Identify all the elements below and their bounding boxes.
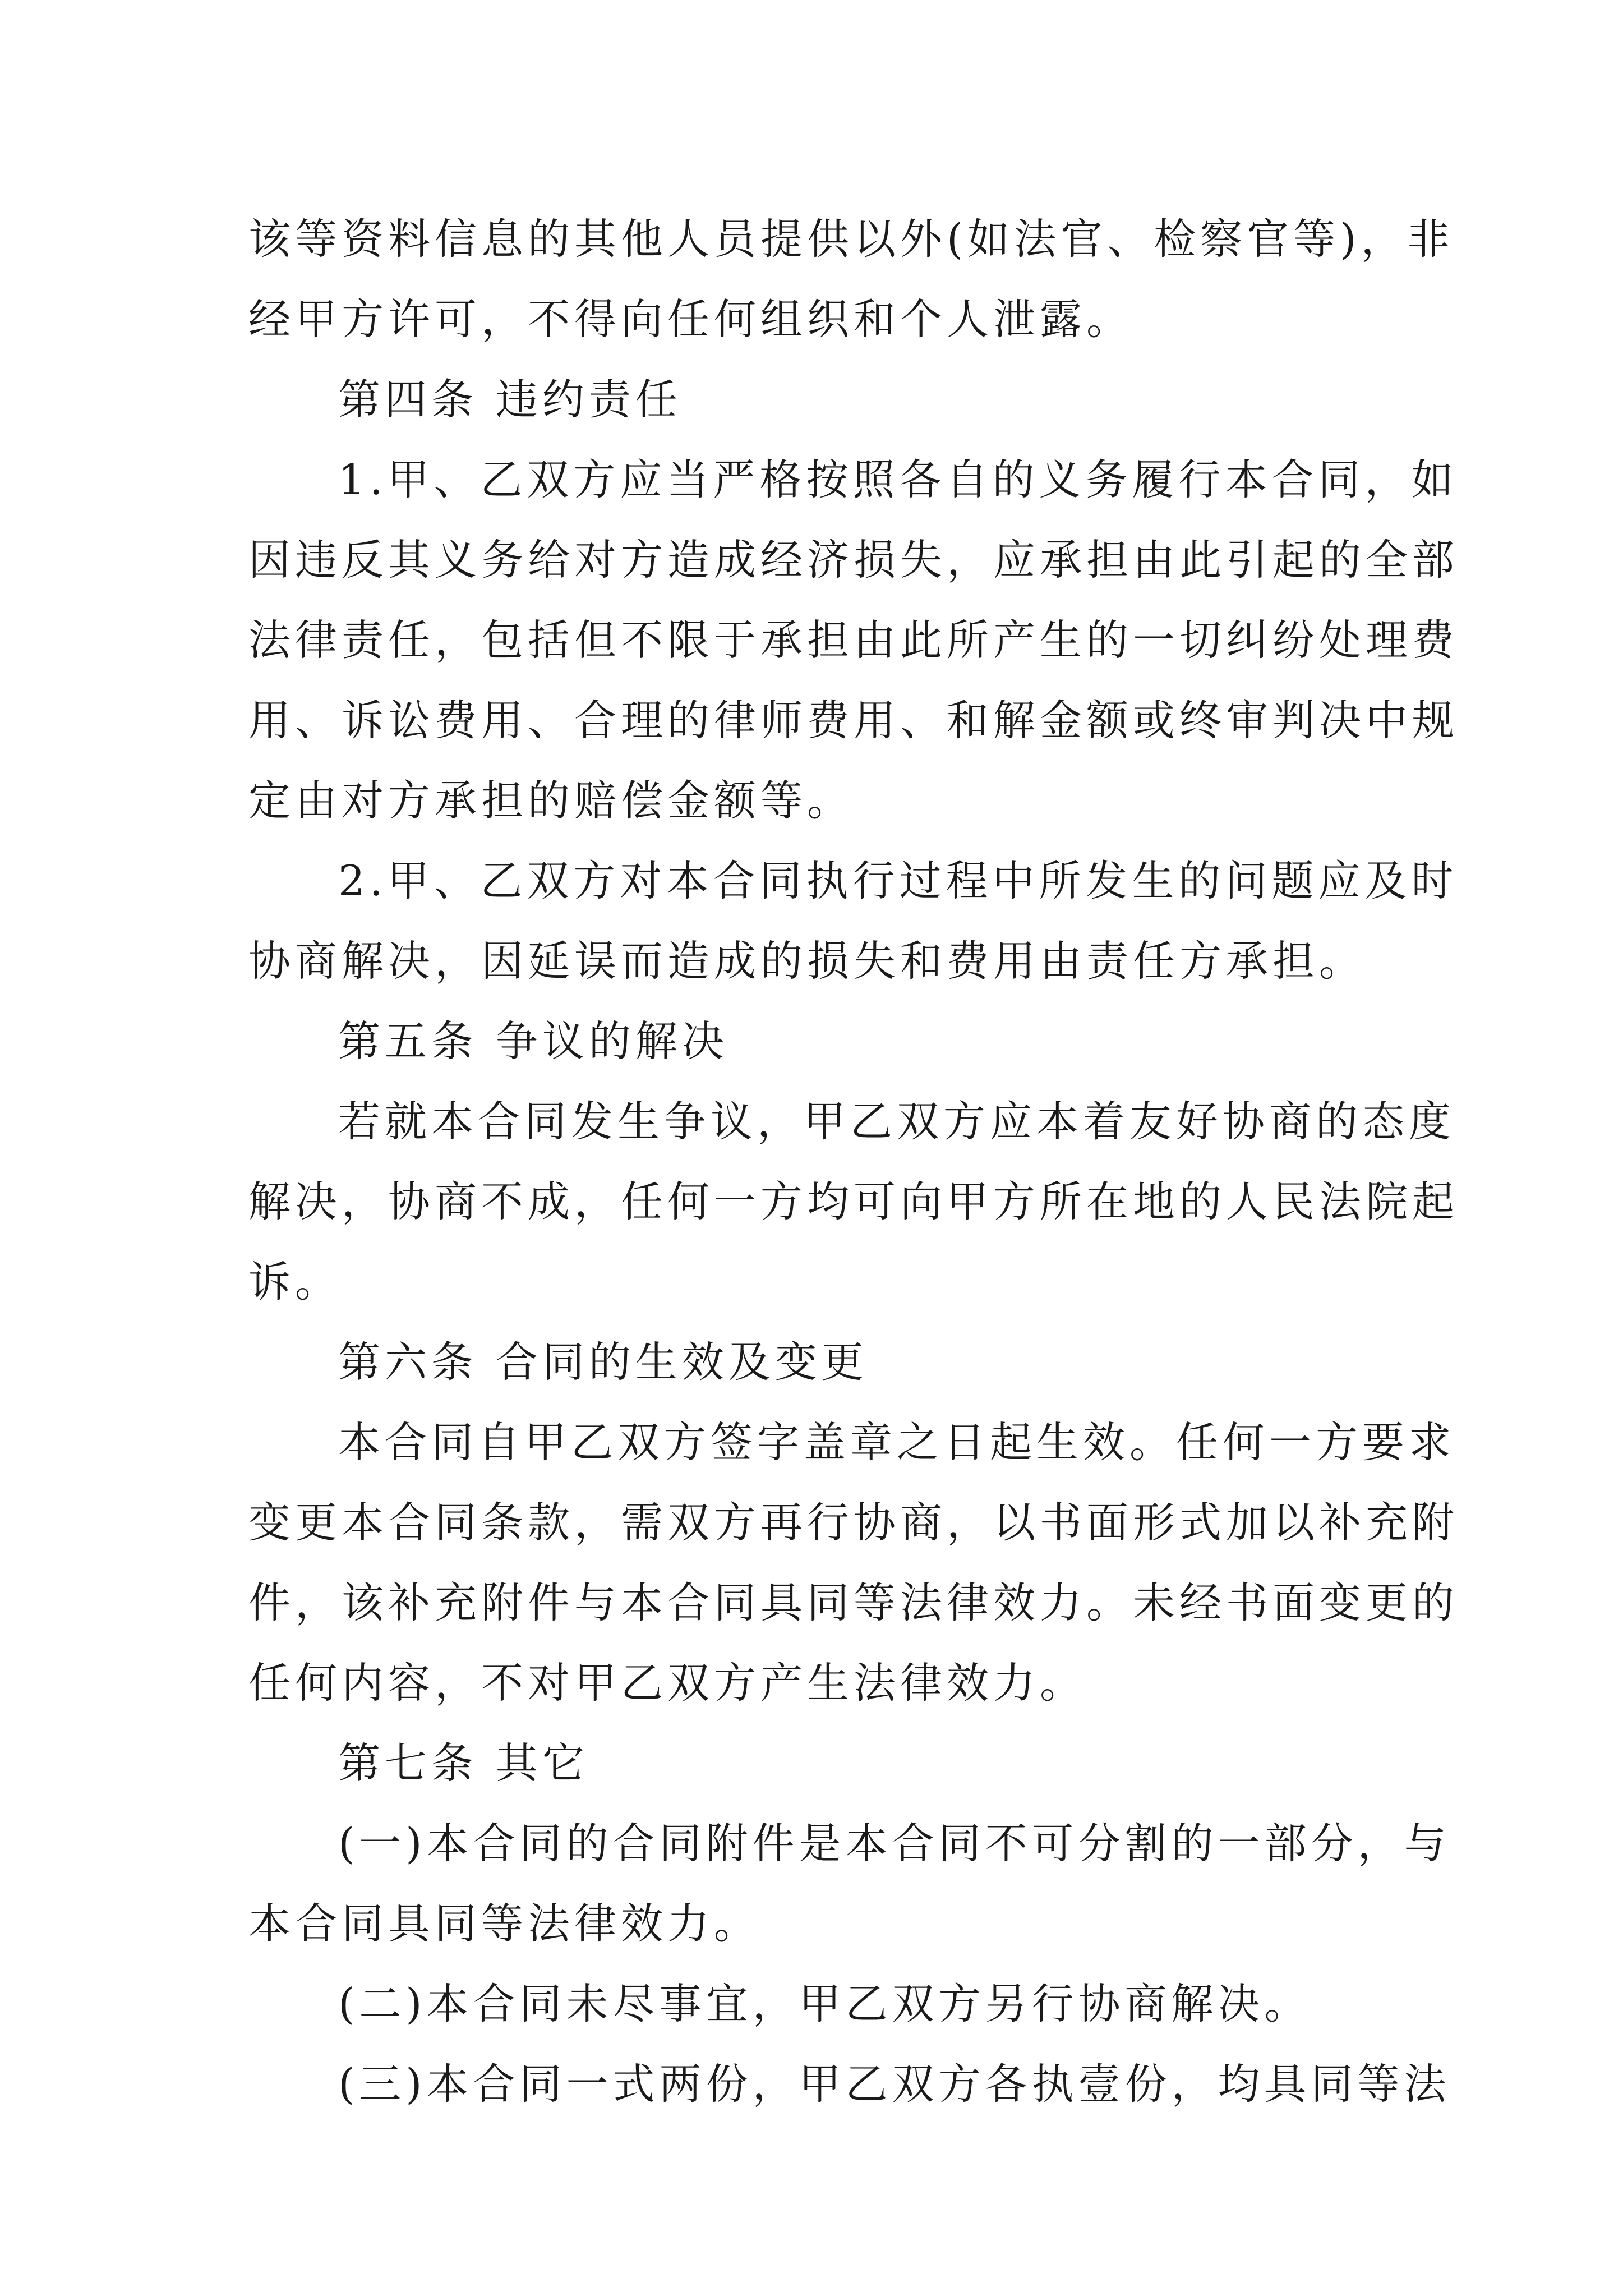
text-line: 经甲方许可，不得向任何组织和个人泄露。 bbox=[248, 295, 1133, 344]
text-line: 件，该补充附件与本合同具同等法律效力。未经书面变更的 bbox=[248, 1578, 1459, 1627]
text-line: 定由对方承担的赔偿金额等。 bbox=[248, 776, 854, 825]
text-line: (二)本合同未尽事宜，甲乙双方另行协商解决。 bbox=[338, 1979, 1311, 2028]
text-line: 法律责任，包括但不限于承担由此所产生的一切纠纷处理费 bbox=[248, 615, 1459, 665]
text-line: (三)本合同一式两份，甲乙双方各执壹份，均具同等法 bbox=[338, 2059, 1451, 2109]
text-line: 若就本合同发生争议，甲乙双方应本着友好协商的态度 bbox=[338, 1097, 1456, 1146]
text-line: 该等资料信息的其他人员提供以外(如法官、检察官等)，非 bbox=[248, 214, 1454, 264]
article-heading-breach-liability: 第四条 违约责任 bbox=[338, 375, 682, 424]
article-heading-miscellaneous: 第七条 其它 bbox=[338, 1738, 589, 1788]
article-heading-effect-and-amendment: 第六条 合同的生效及变更 bbox=[338, 1337, 868, 1387]
text-line: 本合同自甲乙双方签字盖章之日起生效。任何一方要求 bbox=[338, 1418, 1456, 1467]
text-line: (一)本合同的合同附件是本合同不可分割的一部分，与 bbox=[338, 1819, 1451, 1868]
text-line: 诉。 bbox=[248, 1257, 342, 1306]
text-line: 解决，协商不成，任何一方均可向甲方所在地的人民法院起 bbox=[248, 1177, 1459, 1226]
text-line: 变更本合同条款，需双方再行协商，以书面形式加以补充附 bbox=[248, 1498, 1459, 1547]
text-line: 因违反其义务给对方造成经济损失，应承担由此引起的全部 bbox=[248, 535, 1459, 585]
text-line: 1.甲、乙双方应当严格按照各自的义务履行本合同，如 bbox=[338, 455, 1458, 504]
text-line: 用、诉讼费用、合理的律师费用、和解金额或终审判决中规 bbox=[248, 696, 1459, 745]
text-line: 2.甲、乙双方对本合同执行过程中所发生的问题应及时 bbox=[338, 856, 1458, 905]
contract-body-text bbox=[248, 199, 1459, 2124]
article-heading-dispute-resolution: 第五条 争议的解决 bbox=[338, 1016, 728, 1066]
text-line: 协商解决，因延误而造成的损失和费用由责任方承担。 bbox=[248, 936, 1366, 986]
text-line: 任何内容，不对甲乙双方产生法律效力。 bbox=[248, 1658, 1087, 1708]
text-line: 本合同具同等法律效力。 bbox=[248, 1899, 761, 1948]
